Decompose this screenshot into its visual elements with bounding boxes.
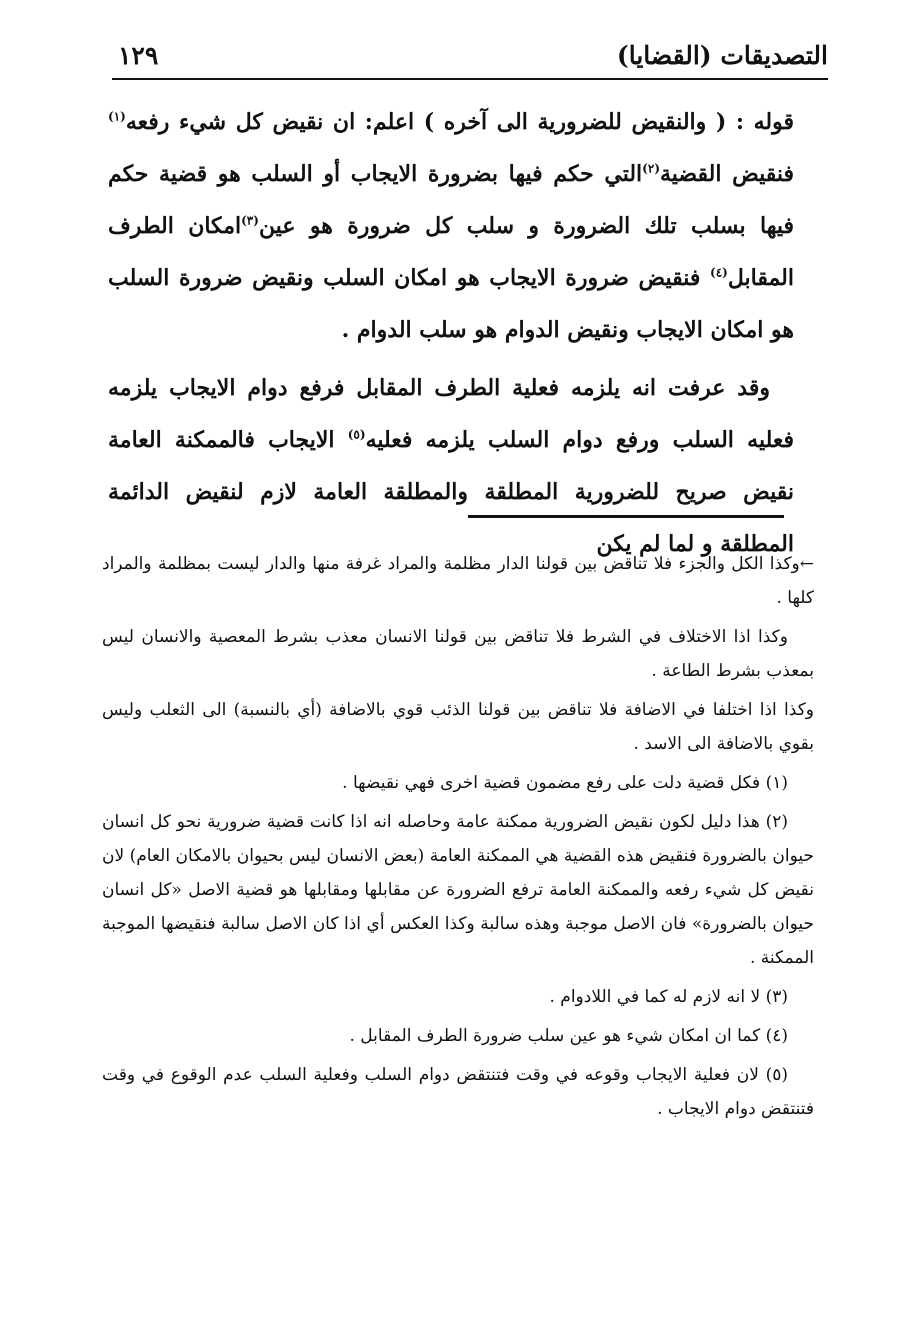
footnote-2: (٢) هذا دليل لكون نقيض الضرورية ممكنة عامة وحاصله انه اذا كانت قضية ضرورية نحو كل انسان حيوان بالضرورة فنقيض هذه القضية هي الممكنة العامة (بعض الانسان ليس بحيوان بالامكان العام) لان نقيض كل شيء رفعه والممكنة العامة ترفع الضرورة عن مقابلها ومقابلها هو قضية الاصل «كل انسان حيوان بالضرورة» فان الاصل موجبة وهذه سالبة وكذا العكس أي اذا كان الاصل سالبة فنقيضها الموجبة الممكنة .	[102, 812, 814, 968]
page-number: ١٢٩	[118, 41, 159, 70]
para1-text-e: فنقيض ضرورة الايجاب هو امكان السلب ونقيض ضرورة السلب هو امكان الايجاب ونقيض الدوام هو سلب الدوام .	[108, 265, 794, 343]
footnote-ref-4: (٤)	[710, 265, 728, 280]
footnote-5: (٥) لان فعلية الايجاب وقوعه في وقت فتنتقض دوام السلب وفعلية السلب عدم الوقوع في وقت فتنتقض دوام الايجاب .	[102, 1065, 814, 1119]
para1-head: قوله : ( والنقيض للضرورية الى آخره ) اعلم: ان نقيض كل شيء رفعه	[125, 109, 794, 135]
page-header	[112, 38, 828, 80]
main-paragraph-1	[108, 96, 794, 356]
footnote-separator	[468, 515, 784, 518]
running-title: التصديقات (القضايا)	[616, 41, 828, 70]
footnotes-section	[102, 547, 814, 1131]
footnote-continuation: ←وكذا الكل والجزء فلا تناقض بين قولنا الدار مظلمة والمراد غرفة منها والدار ليست بمظلمة والمراد كلها .	[102, 554, 814, 608]
footnote-4: (٤) كما ان امكان شيء هو عين سلب ضرورة الطرف المقابل .	[349, 1026, 788, 1046]
footnote-3: (٣) لا انه لازم له كما في اللادوام .	[549, 987, 788, 1007]
footnote-1: (١) فكل قضية دلت على رفع مضمون قضية اخرى فهي نقيضها .	[342, 773, 788, 793]
para2-text-b: الايجاب فالممكنة العامة نقيض صريح للضرورية المطلقة والمطلقة العامة لازم لنقيض الدائمة المطلقة و لما لم يكن	[108, 427, 794, 557]
footnote-relation: وكذا اذا اختلفا في الاضافة فلا تناقض بين قولنا الذئب قوي بالاضافة (أي بالنسبة) الى الثعلب وليس بقوي بالاضافة الى الاسد .	[102, 700, 814, 754]
para1-text-d: امكان الطرف المقابل	[108, 213, 794, 291]
footnote-ref-5: (٥)	[347, 427, 366, 442]
footnote-ref-2: (٢)	[642, 161, 660, 176]
main-paragraph-2	[108, 362, 794, 570]
para1-text-b: فنقيض القضية	[660, 161, 794, 187]
para1-text-c: التي حكم فيها بضرورة الايجاب أو السلب هو قضية حكم فيها بسلب تلك الضرورة و سلب كل ضرورة هو عين	[108, 161, 794, 239]
footnote-ref-3: (٣)	[241, 213, 259, 228]
para2-text-a: وقد عرفت انه يلزمه فعلية الطرف المقابل فرفع دوام الايجاب يلزمه فعليه السلب ورفع دوام السلب يلزمه فعليه	[108, 375, 794, 453]
footnote-ref-1: (١)	[108, 109, 126, 124]
main-text	[108, 96, 794, 576]
footnote-condition: وكذا اذا الاختلاف في الشرط فلا تناقض بين قولنا الانسان معذب بشرط المعصية والانسان ليس بمعذب بشرط الطاعة .	[102, 627, 814, 681]
